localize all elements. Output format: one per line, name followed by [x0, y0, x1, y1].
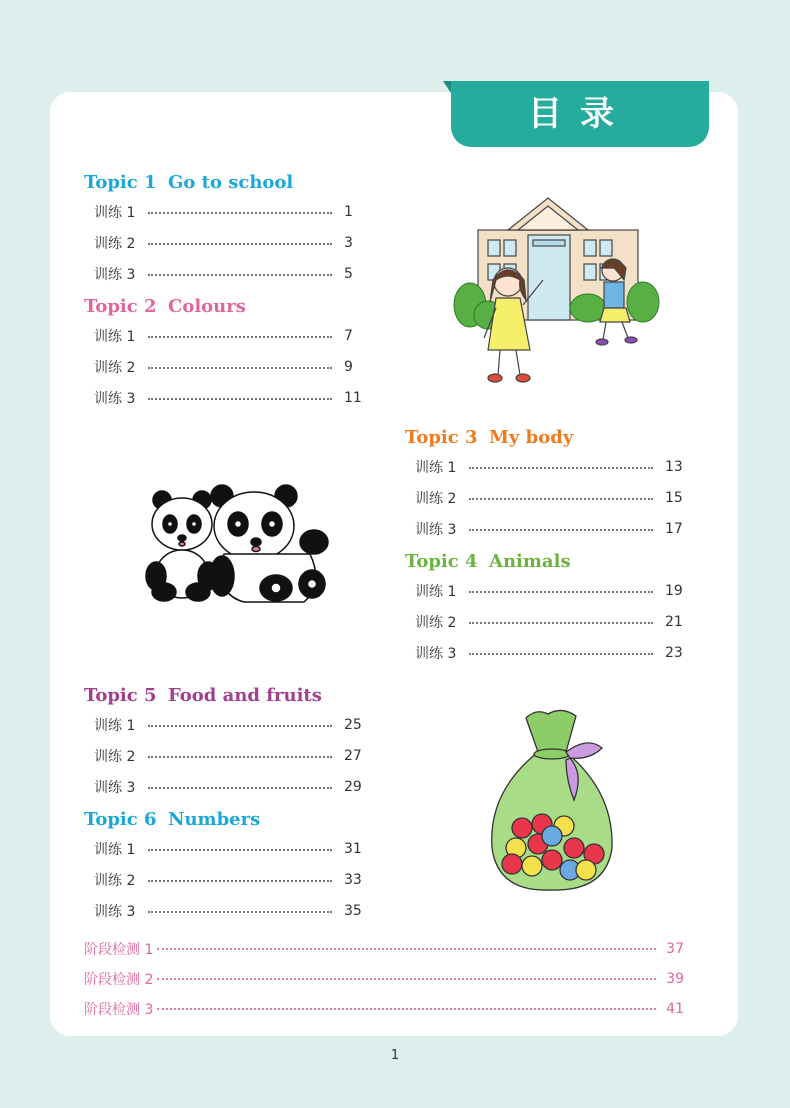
topic-section-4 — [405, 549, 695, 668]
toc-label: 训练 3 — [415, 645, 457, 662]
toc-page: 5 — [344, 265, 353, 282]
topic-number: Topic 5 — [84, 685, 157, 706]
toc-row[interactable] — [94, 196, 374, 227]
topic-name: Food and fruits — [168, 685, 322, 706]
toc-label: 训练 1 — [94, 841, 136, 858]
toc-label: 训练 3 — [415, 521, 457, 538]
topic-section-6 — [84, 807, 374, 926]
dot-leader — [148, 212, 332, 214]
toc-label: 训练 2 — [415, 614, 457, 631]
dot-leader — [148, 398, 332, 400]
dot-leader — [469, 653, 653, 655]
dot-leader — [469, 529, 653, 531]
dot-leader — [148, 911, 332, 913]
toc-row[interactable] — [94, 351, 374, 382]
toc-row[interactable] — [415, 451, 695, 482]
dot-leader — [148, 725, 332, 727]
topic-number: Topic 6 — [84, 809, 157, 830]
topic-number: Topic 2 — [84, 296, 157, 317]
toc-page: 9 — [344, 358, 353, 375]
toc-page: 1 — [344, 203, 353, 220]
stage-test-page: 41 — [666, 1001, 684, 1017]
topic-name: Colours — [168, 296, 246, 317]
topic-name: Animals — [489, 551, 571, 572]
stage-test-page: 39 — [666, 971, 684, 987]
dot-leader — [469, 498, 653, 500]
stage-test-label: 阶段检测 3 — [84, 1002, 154, 1018]
toc-label: 训练 2 — [94, 359, 136, 376]
toc-page: 11 — [344, 389, 362, 406]
toc-label: 训练 1 — [94, 204, 136, 221]
toc-page: 21 — [665, 613, 683, 630]
toc-label: 训练 1 — [415, 583, 457, 600]
toc-row[interactable] — [94, 740, 374, 771]
dot-leader — [148, 336, 332, 338]
toc-label: 训练 3 — [94, 266, 136, 283]
topic-section-5 — [84, 683, 374, 802]
topic-name: Go to school — [168, 172, 294, 193]
dot-leader — [148, 756, 332, 758]
topic-heading[interactable] — [405, 549, 695, 575]
toc-row[interactable] — [415, 482, 695, 513]
toc-label: 训练 3 — [94, 779, 136, 796]
topic-heading[interactable] — [84, 170, 374, 196]
topic-section-3 — [405, 425, 695, 544]
toc-label: 训练 2 — [94, 235, 136, 252]
dot-leader — [469, 467, 653, 469]
toc-page: 27 — [344, 747, 362, 764]
topic-number: Topic 3 — [405, 427, 478, 448]
toc-row[interactable] — [415, 606, 695, 637]
toc-page: 25 — [344, 716, 362, 733]
toc-row[interactable] — [94, 895, 374, 926]
topic-section-1 — [84, 170, 374, 289]
stage-test-row[interactable] — [84, 998, 684, 1020]
toc-page: 13 — [665, 458, 683, 475]
topic-number: Topic 1 — [84, 172, 157, 193]
toc-page: 31 — [344, 840, 362, 857]
toc-row[interactable] — [94, 258, 374, 289]
toc-row[interactable] — [415, 637, 695, 668]
toc-label: 训练 1 — [415, 459, 457, 476]
dot-leader — [157, 978, 656, 980]
toc-row[interactable] — [94, 320, 374, 351]
topic-name: My body — [489, 427, 574, 448]
toc-page: 33 — [344, 871, 362, 888]
topic-heading[interactable] — [84, 294, 374, 320]
dot-leader — [148, 880, 332, 882]
toc-page: 19 — [665, 582, 683, 599]
dot-leader — [157, 948, 656, 950]
toc-label: 训练 3 — [94, 903, 136, 920]
dot-leader — [148, 243, 332, 245]
toc-label: 训练 1 — [94, 328, 136, 345]
toc-row[interactable] — [94, 709, 374, 740]
toc-row[interactable] — [94, 771, 374, 802]
page-number: 1 — [390, 1048, 400, 1063]
toc-page: 17 — [665, 520, 683, 537]
toc-page: 23 — [665, 644, 683, 661]
topic-number: Topic 4 — [405, 551, 478, 572]
toc-page: 35 — [344, 902, 362, 919]
toc-page: 15 — [665, 489, 683, 506]
toc-label: 训练 2 — [94, 748, 136, 765]
stage-test-row[interactable] — [84, 968, 684, 990]
toc-label: 训练 2 — [415, 490, 457, 507]
toc-page: 3 — [344, 234, 353, 251]
toc-row[interactable] — [94, 864, 374, 895]
dot-leader — [469, 591, 653, 593]
dot-leader — [469, 622, 653, 624]
toc-label: 训练 2 — [94, 872, 136, 889]
toc-page: 7 — [344, 327, 353, 344]
candy-bag-illustration — [486, 708, 616, 894]
page-title: 目录 — [451, 81, 709, 147]
dot-leader — [148, 787, 332, 789]
stage-test-page: 37 — [666, 941, 684, 957]
stage-test-row[interactable] — [84, 938, 684, 960]
toc-label: 训练 1 — [94, 717, 136, 734]
toc-row[interactable] — [415, 513, 695, 544]
dot-leader — [148, 367, 332, 369]
pandas-illustration — [134, 484, 334, 604]
topic-heading[interactable] — [405, 425, 695, 451]
dot-leader — [148, 849, 332, 851]
dot-leader — [157, 1008, 656, 1010]
toc-row[interactable] — [415, 575, 695, 606]
dot-leader — [148, 274, 332, 276]
stage-test-label: 阶段检测 2 — [84, 972, 154, 988]
toc-row[interactable] — [94, 833, 374, 864]
toc-row[interactable] — [94, 382, 374, 413]
toc-row[interactable] — [94, 227, 374, 258]
toc-page: 29 — [344, 778, 362, 795]
toc-label: 训练 3 — [94, 390, 136, 407]
topic-section-2 — [84, 294, 374, 413]
topic-heading[interactable] — [84, 683, 374, 709]
topic-heading[interactable] — [84, 807, 374, 833]
stage-test-label: 阶段检测 1 — [84, 942, 154, 958]
topic-name: Numbers — [168, 809, 261, 830]
school-with-children-illustration — [448, 190, 668, 390]
